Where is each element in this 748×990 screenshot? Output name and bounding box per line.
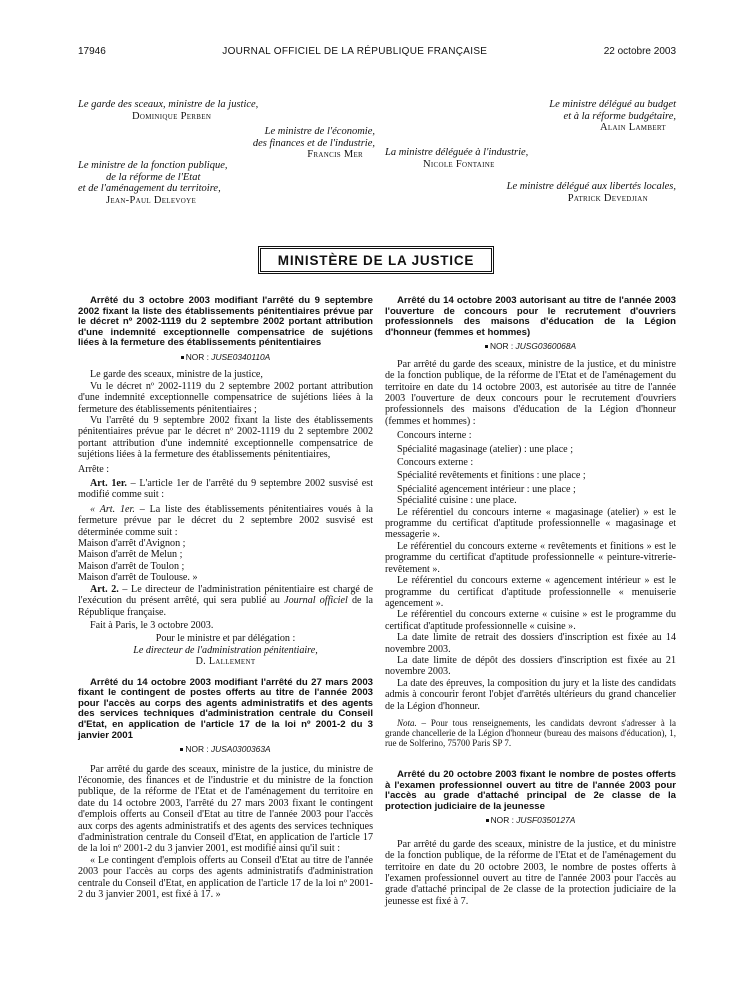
article-1 bbox=[78, 478, 373, 501]
paragraph: Vu l'arrêté du 9 septembre 2002 fixant la liste des établissements pénitentiaires prévue par le décret nº 2002-1119 du 2 septembre 2002 portant attribution d'une indemnité exceptionnelle compensatrice de sujétions liées à la fermeture des établissements pénitentiaires, bbox=[78, 415, 373, 461]
ministry-banner-text: MINISTÈRE DE LA JUSTICE bbox=[277, 252, 475, 268]
nor-label: NOR : bbox=[489, 341, 514, 352]
article-text: – L'article 1er de l'arrêté du 9 septembre 2002 susvisé est modifié comme suit : bbox=[78, 478, 373, 501]
signatory-function: Le directeur de l'administration pénitentiaire, bbox=[133, 644, 318, 656]
signature-name: Dominique Perben bbox=[132, 110, 212, 122]
prison-list bbox=[78, 538, 373, 584]
arrete-heading: Arrête : bbox=[78, 463, 110, 475]
paragraph: Par arrêté du garde des sceaux, ministre de la justice, et du ministre de la fonction publique, de la réforme de l'Etat et de l'aménagement du territoire en date du 14 octobre 2003, est autorisée au titre de l'année 2003 l'ouverture de deux concours pour le recrutement d'ouvriers professionnels des maisons d'éducation de la Légion d'honneur (femmes et hommes) : bbox=[385, 358, 676, 427]
concours-list bbox=[385, 430, 676, 506]
signature-function: Le ministre de la fonction publique, bbox=[78, 160, 228, 171]
list-item: Spécialité agencement intérieur : une place ; bbox=[397, 483, 576, 495]
nota bbox=[385, 718, 676, 748]
signatory-name: D. Lallement bbox=[195, 656, 256, 668]
list-item: Spécialité revêtements et finitions : une place ; bbox=[397, 470, 586, 482]
signature-date: Fait à Paris, le 3 octobre 2003. bbox=[90, 619, 214, 631]
paragraph: La date limite de dépôt des dossiers d'inscription est fixée au 21 novembre 2003. bbox=[385, 654, 676, 678]
signature-libertes-locales bbox=[470, 181, 676, 204]
signature-industrie bbox=[385, 147, 528, 170]
page-header bbox=[78, 46, 676, 57]
signature-block bbox=[78, 633, 373, 667]
decree-title: Arrêté du 14 octobre 2003 modifiant l'arrêté du 27 mars 2003 fixant le contingent de postes offerts au titre de l'année 2003 pour l'accès au corps des agents administratifs et des agents des services techniques d'administration centrale du Conseil d'Etat, en application de l'article 17 de la loi nº 2001-2 du 3 janvier 2001 bbox=[78, 676, 373, 741]
quoted-article bbox=[78, 504, 373, 538]
signature-function: Le ministre de l'économie, bbox=[264, 126, 375, 137]
signature-name: Nicole Fontaine bbox=[423, 158, 495, 170]
issue-date: 22 octobre 2003 bbox=[603, 46, 676, 57]
paragraph: Le référentiel du concours externe « agencement intérieur » est le programme du certificat d'aptitude professionnelle « menuiserie agencement ». bbox=[385, 575, 676, 609]
nor-reference bbox=[78, 744, 373, 755]
signature-fonction-publique bbox=[78, 160, 228, 206]
page-number: 17946 bbox=[78, 46, 106, 57]
nor-reference bbox=[78, 352, 373, 363]
signature-function: Le garde des sceaux, ministre de la justice, bbox=[78, 99, 259, 110]
paragraph: La date limite de retrait des dossiers d'inscription est fixée au 14 novembre 2003. bbox=[385, 632, 676, 655]
article-label: « Art. 1er. bbox=[90, 503, 135, 515]
list-item: Maison d'arrêt de Toulon ; bbox=[78, 560, 185, 572]
delegation-line: Pour le ministre et par délégation : bbox=[155, 633, 296, 645]
list-item: Maison d'arrêt de Melun ; bbox=[78, 549, 183, 561]
nor-reference bbox=[385, 815, 676, 826]
nor-label: NOR : bbox=[490, 815, 514, 826]
list-item: Maison d'arrêt de Toulouse. » bbox=[78, 572, 198, 584]
nor-reference bbox=[385, 341, 676, 352]
article-label: Art. 2. bbox=[90, 583, 119, 595]
signature-economie bbox=[230, 126, 375, 161]
ministry-banner bbox=[258, 246, 494, 274]
decree-title: Arrêté du 14 octobre 2003 autorisant au titre de l'année 2003 l'ouverture de concours pour le recrutement d'ouvriers professionnels des maisons d'éducation de la Légion d'honneur (femmes et hommes) bbox=[385, 295, 676, 338]
paragraph: Vu le décret nº 2002-1119 du 2 septembre 2002 portant attribution d'une indemnité exceptionnelle compensatrice de sujétions liées à la fermeture des établissements pénitentiaires ; bbox=[78, 380, 373, 415]
nota-text: – Pour tous renseignements, les candidats devront s'adresser à la grande chancellerie de la Légion d'honneur (bureau des maisons d'éducation), 1, rue de Solferino, 75700 Paris SP 7. bbox=[385, 717, 676, 748]
signature-name: Patrick Devedjian bbox=[567, 192, 648, 204]
list-item: Concours externe : bbox=[397, 457, 474, 469]
signature-function: Le ministre délégué aux libertés locales, bbox=[506, 181, 676, 192]
signature-function: La ministre déléguée à l'industrie, bbox=[385, 147, 529, 158]
nor-code: JUSF0350127A bbox=[516, 815, 576, 826]
signature-budget bbox=[510, 99, 676, 134]
nor-code: JUSG0360068A bbox=[515, 341, 577, 352]
nota-label: Nota. bbox=[397, 717, 417, 728]
signature-name: Jean-Paul Delevoye bbox=[106, 194, 197, 206]
journal-reference: Journal officiel bbox=[284, 595, 348, 607]
paragraph: Par arrêté du garde des sceaux, ministre de la justice, et du ministre de la fonction publique, de la réforme de l'Etat et de l'aménagement du territoire en date du 20 octobre 2003, le nombre de postes offerts à l'examen professionnel ouvert au titre de l'année 2003 pour l'accès au grade d'attaché principal de 2e classe de la protection judiciaire de la jeunesse est fixé à 7. bbox=[385, 838, 676, 907]
paragraph: Le référentiel du concours externe « cuisine » est le programme du certificat d'aptitude professionnelle « cuisine ». bbox=[385, 609, 676, 632]
signature-name: Francis Mer bbox=[307, 149, 363, 160]
nor-code: JUSA0300363A bbox=[210, 744, 271, 755]
left-column bbox=[78, 296, 373, 900]
journal-title: JOURNAL OFFICIEL DE LA RÉPUBLIQUE FRANÇAISE bbox=[222, 46, 488, 57]
article-label: Art. 1er. bbox=[90, 478, 127, 490]
list-item: Spécialité cuisine : une place. bbox=[397, 495, 517, 507]
paragraph: La date des épreuves, la composition du jury et la liste des candidats admis à concourir feront l'objet d'arrêtés ultérieurs du grand chancelier de la Légion d'honneur. bbox=[385, 677, 676, 712]
decree-title: Arrêté du 3 octobre 2003 modifiant l'arrêté du 9 septembre 2002 fixant la liste des établissements pénitentiaires prévue par le décret nº 2002-1119 du 2 septembre 2002 portant attribution d'une indemnité exceptionnelle compensatrice de sujétions liées à la fermeture des établissements pénitentiaires bbox=[78, 295, 373, 349]
nor-label: NOR : bbox=[185, 744, 209, 755]
list-item: Concours interne : bbox=[397, 430, 472, 442]
paragraph: Le référentiel du concours interne « magasinage (atelier) » est le programme du certificat d'aptitude professionnelle « magasinage et messagerie ». bbox=[385, 506, 676, 541]
signature-name: Alain Lambert bbox=[600, 122, 666, 133]
paragraph: Le référentiel du concours externe « revêtements et finitions » est le programme du certificat d'aptitude professionnelle « peinture-vitrerie-revêtement ». bbox=[385, 540, 676, 575]
signature-function: et de l'aménagement du territoire, bbox=[78, 183, 221, 194]
article-text: – La liste des établissements pénitentiaires voués à la fermeture prévue par le décret du 2 septembre 2002 susvisé est déterminée comme suit : bbox=[78, 503, 373, 538]
right-column bbox=[385, 296, 676, 907]
nor-label: NOR : bbox=[185, 351, 209, 362]
decree-title: Arrêté du 20 octobre 2003 fixant le nombre de postes offerts à l'examen professionnel ouvert au titre de l'année 2003 pour l'accès au grade d'attaché principal de 2e classe de la protection judiciaire de la jeunesse bbox=[385, 768, 676, 812]
paragraph: Le garde des sceaux, ministre de la justice, bbox=[90, 369, 263, 381]
list-item: Spécialité magasinage (atelier) : une place ; bbox=[397, 443, 573, 455]
signature-function: de la réforme de l'Etat bbox=[106, 171, 201, 183]
signature-function: des finances et de l'industrie, bbox=[252, 137, 375, 149]
article-text: – Le directeur de l'administration pénitentiaire est chargé de l'exécution du présent arrêté, qui sera publié au bbox=[78, 583, 373, 607]
signature-function: et à la réforme budgétaire, bbox=[563, 110, 676, 122]
paragraph: Par arrêté du garde des sceaux, ministre de la justice, du ministre de l'économie, des finances et de l'industrie et du ministre de la fonction publique, de la réforme de l'Etat et de l'aménagement du territoire en date du 14 octobre 2003, l'arrêté du 27 mars 2003 fixant le contingent d'emplois offerts au Conseil d'Etat au titre de l'année 2003 pour l'accès aux corps des agents administratifs et des agents des services techniques d'administration centrale du Conseil d'Etat, en application de l'article 17 de la loi nº 2001-2 du 3 janvier 2001, est modifié ainsi qu'il suit : bbox=[78, 763, 373, 855]
signature-function: Le ministre délégué au budget bbox=[549, 99, 676, 110]
nor-code: JUSE0340110A bbox=[211, 351, 271, 362]
article-text: de la République française. bbox=[78, 595, 374, 618]
paragraph: « Le contingent d'emplois offerts au Conseil d'Etat au titre de l'année 2003 pour l'accès au corps des agents administratifs d'administration centrale du Conseil d'Etat, en application de l'article 17 de la loi nº 2001-2 du 3 janvier 2001, est fixé à 17. » bbox=[78, 854, 373, 900]
article-2 bbox=[78, 584, 373, 618]
signature-justice bbox=[78, 99, 258, 122]
list-item: Maison d'arrêt d'Avignon ; bbox=[78, 538, 186, 550]
